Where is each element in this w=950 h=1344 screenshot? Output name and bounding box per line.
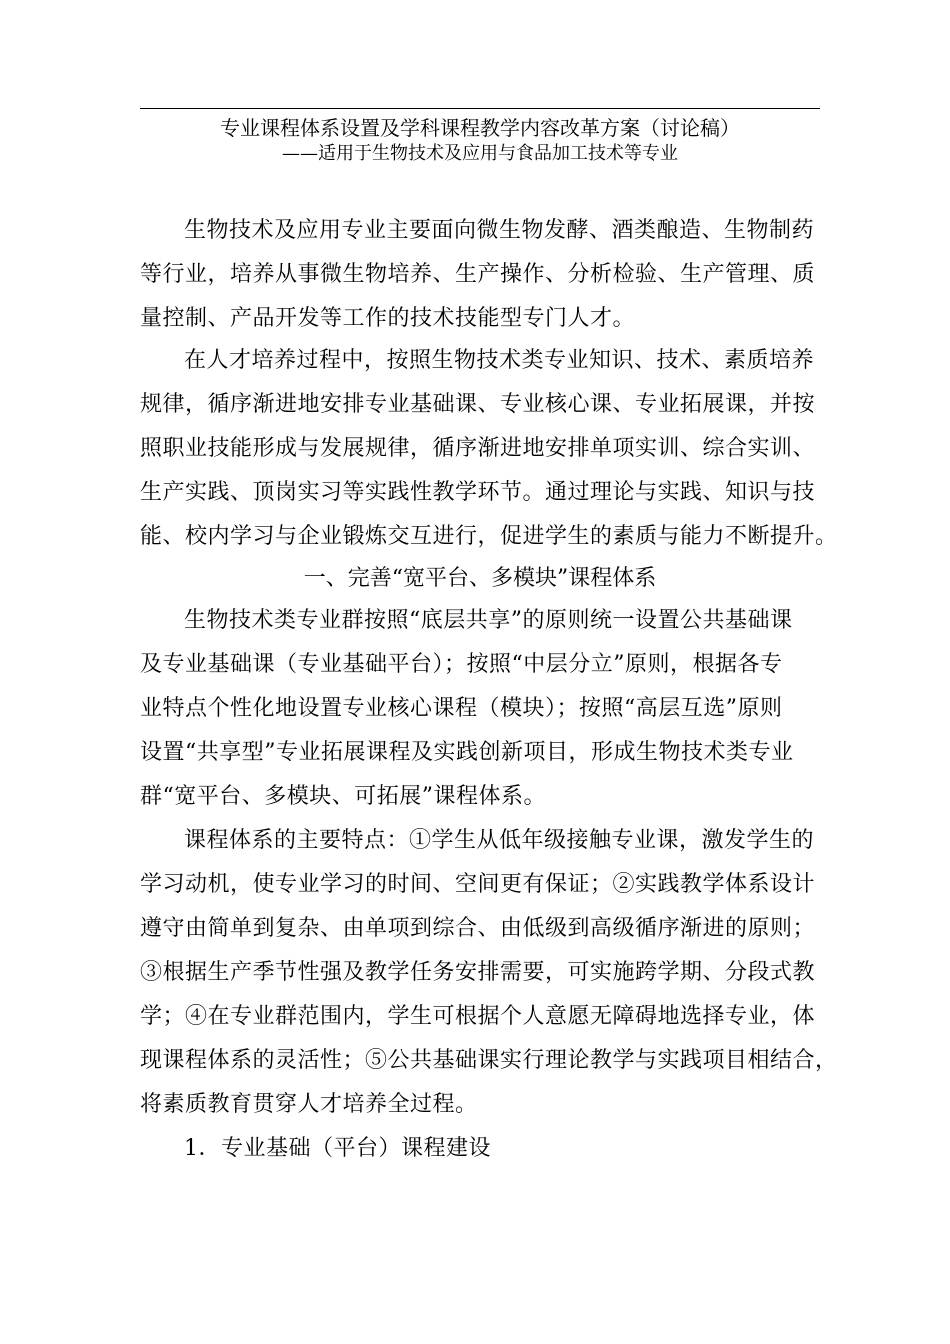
paragraph-line: 业特点个性化地设置专业核心课程（模块）；按照“高层互选”原则: [140, 696, 783, 721]
subsection-heading: 1．专业基础（平台）课程建设: [184, 1136, 491, 1161]
paragraph-line: 等行业，培养从事微生物培养、生产操作、分析检验、生产管理、质: [140, 262, 816, 287]
paragraph-line: 将素质教育贯穿人才培养全过程。: [140, 1092, 478, 1117]
paragraph-line: 在人才培养过程中，按照生物技术类专业知识、技术、素质培养: [184, 348, 815, 373]
paragraph-line: 学习动机，使专业学习的时间、空间更有保证；②实践教学体系设计: [140, 872, 816, 897]
paragraph-line: 生产实践、顶岗实习等实践性教学环节。通过理论与实践、知识与技: [140, 480, 816, 505]
paragraph-line: 生物技术类专业群按照“底层共享”的原则统一设置公共基础课: [184, 608, 793, 633]
paragraph-line: 遵守由简单到复杂、由单项到综合、由低级到高级循序渐进的原则；: [140, 916, 816, 941]
paragraph-line: 设置“共享型”专业拓展课程及实践创新项目，形成生物技术类专业: [140, 740, 794, 765]
header-rule: [140, 108, 820, 109]
paragraph-line: 课程体系的主要特点：①学生从低年级接触专业课，激发学生的: [184, 828, 815, 853]
paragraph-line: 现课程体系的灵活性；⑤公共基础课实行理论教学与实践项目相结合，: [140, 1048, 838, 1073]
paragraph-line: 生物技术及应用专业主要面向微生物发酵、酒类酿造、生物制药: [184, 218, 815, 243]
paragraph-line: 学；④在专业群范围内，学生可根据个人意愿无障碍地选择专业，体: [140, 1004, 816, 1029]
paragraph-line: 能、校内学习与企业锻炼交互进行，促进学生的素质与能力不断提升。: [140, 524, 838, 549]
paragraph-line: 量控制、产品开发等工作的技术技能型专门人才。: [140, 306, 636, 331]
paragraph-line: 及专业基础课（专业基础平台）；按照“中层分立”原则，根据各专: [140, 652, 783, 677]
document-subtitle: ——适用于生物技术及应用与食品加工技术等专业: [282, 143, 678, 164]
paragraph-line: ③根据生产季节性强及教学任务安排需要，可实施跨学期、分段式教: [140, 960, 816, 985]
section-heading: 一、完善“宽平台、多模块”课程体系: [303, 566, 657, 591]
document-title: 专业课程体系设置及学科课程教学内容改革方案（讨论稿）: [220, 116, 740, 140]
paragraph-line: 群“宽平台、多模块、可拓展”课程体系。: [140, 784, 546, 809]
paragraph-line: 照职业技能形成与发展规律，循序渐进地安排单项实训、综合实训、: [140, 436, 816, 461]
paragraph-line: 规律，循序渐进地安排专业基础课、专业核心课、专业拓展课，并按: [140, 392, 816, 417]
